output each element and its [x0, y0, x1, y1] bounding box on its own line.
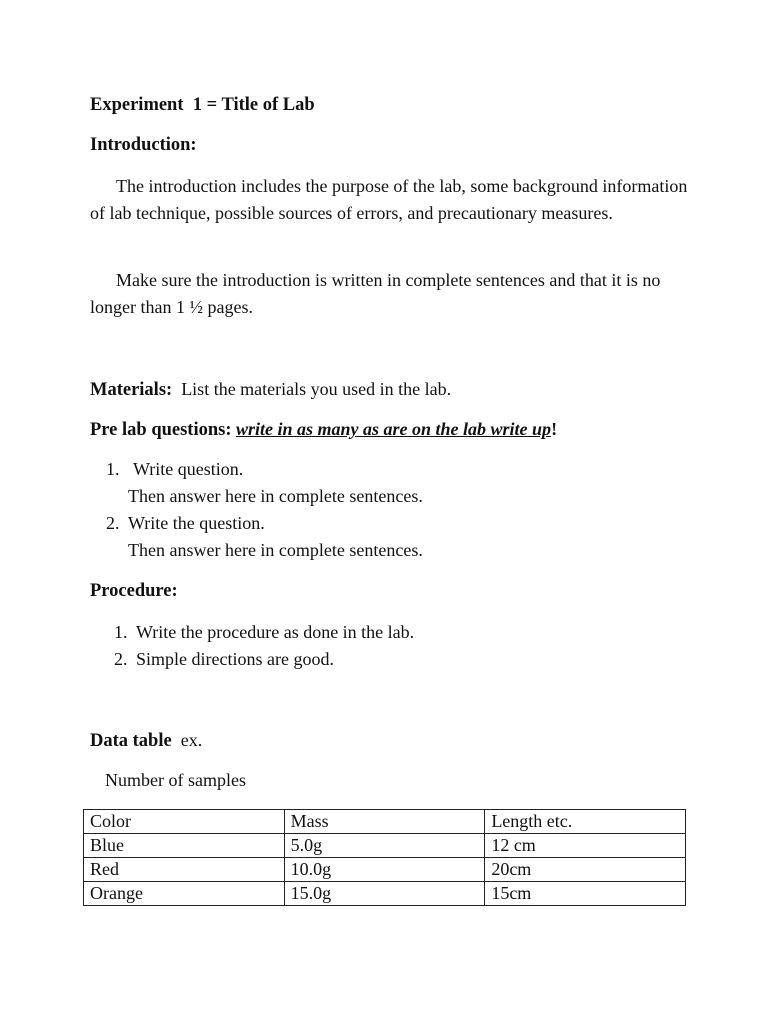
introduction-paragraph-2: Make sure the introduction is written in complete sentences and that it is no longer than 1 ½ pages.: [90, 270, 661, 317]
prelab-exclaim: !: [551, 419, 558, 439]
prelab-answer: Then answer here in complete sentences.: [128, 540, 423, 560]
table-cell: 15.0g: [284, 882, 485, 906]
page-title: Experiment 1 = Title of Lab: [90, 95, 315, 115]
table-cell: 10.0g: [284, 858, 485, 882]
table-cell: 15cm: [485, 882, 686, 906]
table-cell: 12 cm: [485, 834, 686, 858]
table-cell: Blue: [84, 834, 285, 858]
list-item: [106, 456, 423, 483]
prelab-list: [106, 456, 423, 564]
materials-text: List the materials you used in the lab.: [181, 379, 452, 399]
list-number: 2.: [114, 649, 128, 669]
data-table-suffix: ex.: [180, 730, 203, 750]
table-cell: Red: [84, 858, 285, 882]
table-header-cell: Mass: [284, 810, 485, 834]
materials-line: [90, 377, 451, 402]
introduction-heading: Introduction:: [90, 135, 197, 155]
list-item: [114, 646, 414, 673]
list-number: 2.: [106, 513, 120, 533]
prelab-emphasis: write in as many as are on the lab write up: [236, 419, 552, 439]
list-item: [128, 483, 423, 510]
data-table: [83, 809, 686, 906]
prelab-question: Write the question.: [128, 513, 265, 533]
table-header-cell: Length etc.: [485, 810, 686, 834]
prelab-heading: Pre lab questions:: [90, 420, 232, 440]
list-item: [114, 619, 415, 646]
table-header-cell: Color: [84, 810, 285, 834]
list-number: 1.: [114, 622, 128, 642]
list-number: 1.: [106, 459, 120, 479]
introduction-paragraph-1: The introduction includes the purpose of the lab, some background information of lab technique, possible sources of errors, and precautionary measures.: [90, 176, 688, 223]
table-row: [84, 834, 686, 858]
table-cell: 5.0g: [284, 834, 485, 858]
table-cell: 20cm: [485, 858, 686, 882]
data-table-caption: Number of samples: [105, 770, 246, 790]
data-table-heading: Data table: [90, 731, 172, 751]
table-cell: Orange: [84, 882, 285, 906]
list-item: [106, 510, 423, 537]
data-table-line: [90, 728, 202, 753]
procedure-step: Write the procedure as done in the lab.: [136, 622, 415, 642]
prelab-line: [90, 417, 557, 442]
prelab-answer: Then answer here in complete sentences.: [128, 486, 423, 506]
materials-heading: Materials:: [90, 380, 173, 400]
table-row: [84, 882, 686, 906]
table-header-row: [84, 810, 686, 834]
list-item: [128, 537, 423, 564]
prelab-question: Write question.: [133, 459, 244, 479]
procedure-heading: Procedure:: [90, 581, 178, 601]
table-row: [84, 858, 686, 882]
procedure-list: [114, 619, 415, 673]
procedure-step: Simple directions are good.: [136, 649, 334, 669]
